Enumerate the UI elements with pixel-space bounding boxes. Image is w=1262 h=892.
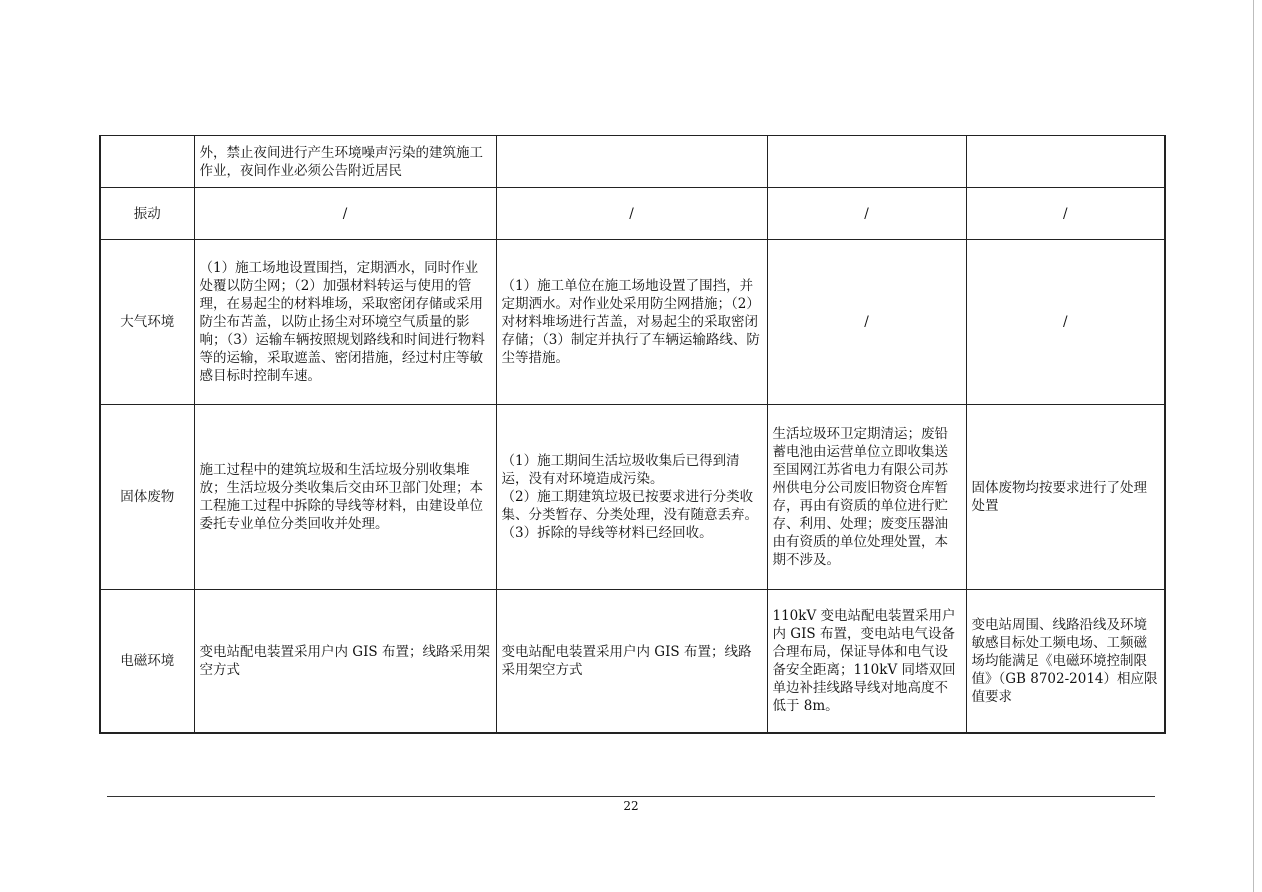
measures-implemented-cell <box>496 136 767 188</box>
table-row <box>100 590 1165 733</box>
measure-line: （2）施工期建筑垃圾已按要求进行分类收集、分类暂存、分类处理，没有随意丢弃。 <box>501 489 758 523</box>
row-category: 电磁环境 <box>100 590 194 733</box>
row-category <box>100 136 194 188</box>
environmental-measures-table <box>99 135 1166 734</box>
ops-effect-cell: 固体废物均按要求进行了处理处置 <box>966 405 1165 590</box>
table-row <box>100 136 1165 188</box>
ops-measures-cell: 110kV 变电站配电装置采用户内 GIS 布置，变电站电气设备合理布局，保证导体和电气设备安全距离；110kV 同塔双回单边补挂线路导线对地高度不低于 8m。 <box>767 590 966 733</box>
table-row <box>100 405 1165 590</box>
page-right-edge <box>1253 0 1254 892</box>
measures-implemented-cell <box>496 405 767 590</box>
row-category: 固体废物 <box>100 405 194 590</box>
measures-required-cell: 施工过程中的建筑垃圾和生活垃圾分别收集堆放；生活垃圾分类收集后交由环卫部门处理；本工程施工过程中拆除的导线等材料，由建设单位委托专业单位分类回收并处理。 <box>194 405 496 590</box>
measure-line: （1）施工期间生活垃圾收集后已得到清运，没有对环境造成污染。 <box>501 453 740 487</box>
ops-effect-cell: / <box>966 240 1165 405</box>
measures-required-cell: 外，禁止夜间进行产生环境噪声污染的建筑施工作业，夜间作业必须公告附近居民 <box>194 136 496 188</box>
ops-measures-cell: / <box>767 188 966 240</box>
table-row <box>100 188 1165 240</box>
footer-divider <box>107 796 1155 797</box>
ops-measures-cell: 生活垃圾环卫定期清运；废铅蓄电池由运营单位立即收集送至国网江苏省电力有限公司苏州供电分公司废旧物资仓库暂存，再由有资质的单位进行贮存、利用、处理；废变压器油由有资质的单位处理处置，本期不涉及。 <box>767 405 966 590</box>
row-category: 大气环境 <box>100 240 194 405</box>
page-number: 22 <box>623 799 639 813</box>
ops-effect-cell: / <box>966 188 1165 240</box>
ops-effect-cell: 变电站周围、线路沿线及环境敏感目标处工频电场、工频磁场均能满足《电磁环境控制限值》（GB 8702-2014）相应限值要求 <box>966 590 1165 733</box>
ops-effect-cell <box>966 136 1165 188</box>
row-category: 振动 <box>100 188 194 240</box>
measures-required-cell: （1）施工场地设置围挡，定期洒水，同时作业处覆以防尘网；（2）加强材料转运与使用的管理，在易起尘的材料堆场，采取密闭存储或采用防尘布苫盖，以防止扬尘对环境空气质量的影响；（3）运输车辆按照规划路线和时间进行物料等的运输，采取遮盖、密闭措施，经过村庄等敏感目标时控制车速。 <box>194 240 496 405</box>
ops-measures-cell: / <box>767 240 966 405</box>
measure-line: （3）拆除的导线等材料已经回收。 <box>501 525 713 541</box>
ops-measures-cell <box>767 136 966 188</box>
measures-implemented-cell: （1）施工单位在施工场地设置了围挡，并定期洒水。对作业处采用防尘网措施；（2）对材料堆场进行苫盖，对易起尘的采取密闭存储；（3）制定并执行了车辆运输路线、防尘等措施。 <box>496 240 767 405</box>
measures-implemented-cell: 变电站配电装置采用户内 GIS 布置；线路采用架空方式 <box>496 590 767 733</box>
measures-required-cell: / <box>194 188 496 240</box>
measures-required-cell: 变电站配电装置采用户内 GIS 布置；线路采用架空方式 <box>194 590 496 733</box>
table-row <box>100 240 1165 405</box>
measures-implemented-cell: / <box>496 188 767 240</box>
